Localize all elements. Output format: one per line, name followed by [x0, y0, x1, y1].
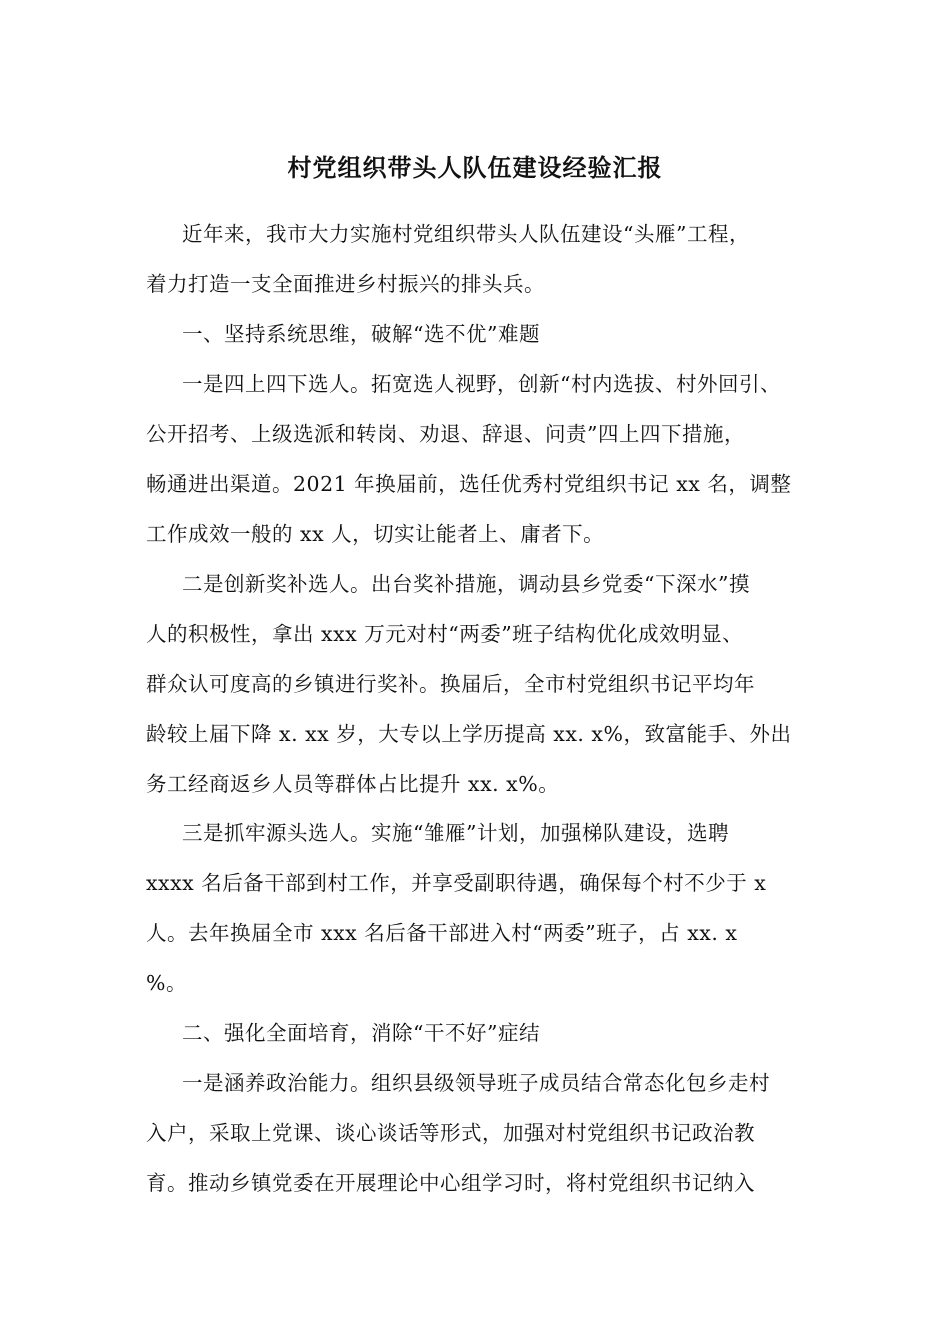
document-title: 村党组织带头人队伍建设经验汇报	[287, 153, 663, 182]
paragraph-line: 人的积极性，拿出 xxx 万元对村“两委”班子结构优化成效明显、	[146, 622, 744, 646]
paragraph-line: 一是四上四下选人。拓宽选人视野，创新“村内选拔、村外回引、	[182, 372, 781, 396]
section-heading: 二、强化全面培育，消除“干不好”症结	[182, 1021, 540, 1045]
paragraph-line: 二是创新奖补选人。出台奖补措施，调动县乡党委“下深水”摸	[182, 572, 750, 596]
paragraph-line: 三是抓牢源头选人。实施“雏雁”计划，加强梯队建设，选聘	[182, 821, 729, 845]
paragraph-line: 着力打造一支全面推进乡村振兴的排头兵。	[146, 272, 545, 296]
paragraph-line: 务工经商返乡人员等群体占比提升 xx. x%。	[146, 772, 560, 796]
paragraph-line: 育。推动乡镇党委在开展理论中心组学习时，将村党组织书记纳入	[146, 1171, 755, 1195]
section-heading: 一、坚持系统思维，破解“选不优”难题	[182, 322, 540, 346]
paragraph-line: 人。去年换届全市 xxx 名后备干部进入村“两委”班子，占 xx. x	[146, 921, 738, 945]
paragraph-line: 群众认可度高的乡镇进行奖补。换届后，全市村党组织书记平均年	[146, 672, 755, 696]
paragraph-line: 入户，采取上党课、谈心谈话等形式，加强对村党组织书记政治教	[146, 1121, 755, 1145]
paragraph-line: 工作成效一般的 xx 人，切实让能者上、庸者下。	[146, 522, 605, 546]
paragraph-line: 一是涵养政治能力。组织县级领导班子成员结合常态化包乡走村	[182, 1071, 770, 1095]
paragraph-line: 龄较上届下降 x. xx 岁，大专以上学历提高 xx. x%，致富能手、外出	[146, 722, 792, 746]
paragraph-line: 近年来，我市大力实施村党组织带头人队伍建设“头雁”工程，	[182, 222, 750, 246]
paragraph-line: 畅通进出渠道。2021 年换届前，选任优秀村党组织书记 xx 名，调整	[146, 472, 792, 496]
paragraph-line: 公开招考、上级选派和转岗、劝退、辞退、问责”四上四下措施，	[146, 422, 745, 446]
paragraph-line: %。	[146, 971, 187, 995]
paragraph-line: xxxx 名后备干部到村工作，并享受副职待遇，确保每个村不少于 x	[146, 871, 767, 895]
